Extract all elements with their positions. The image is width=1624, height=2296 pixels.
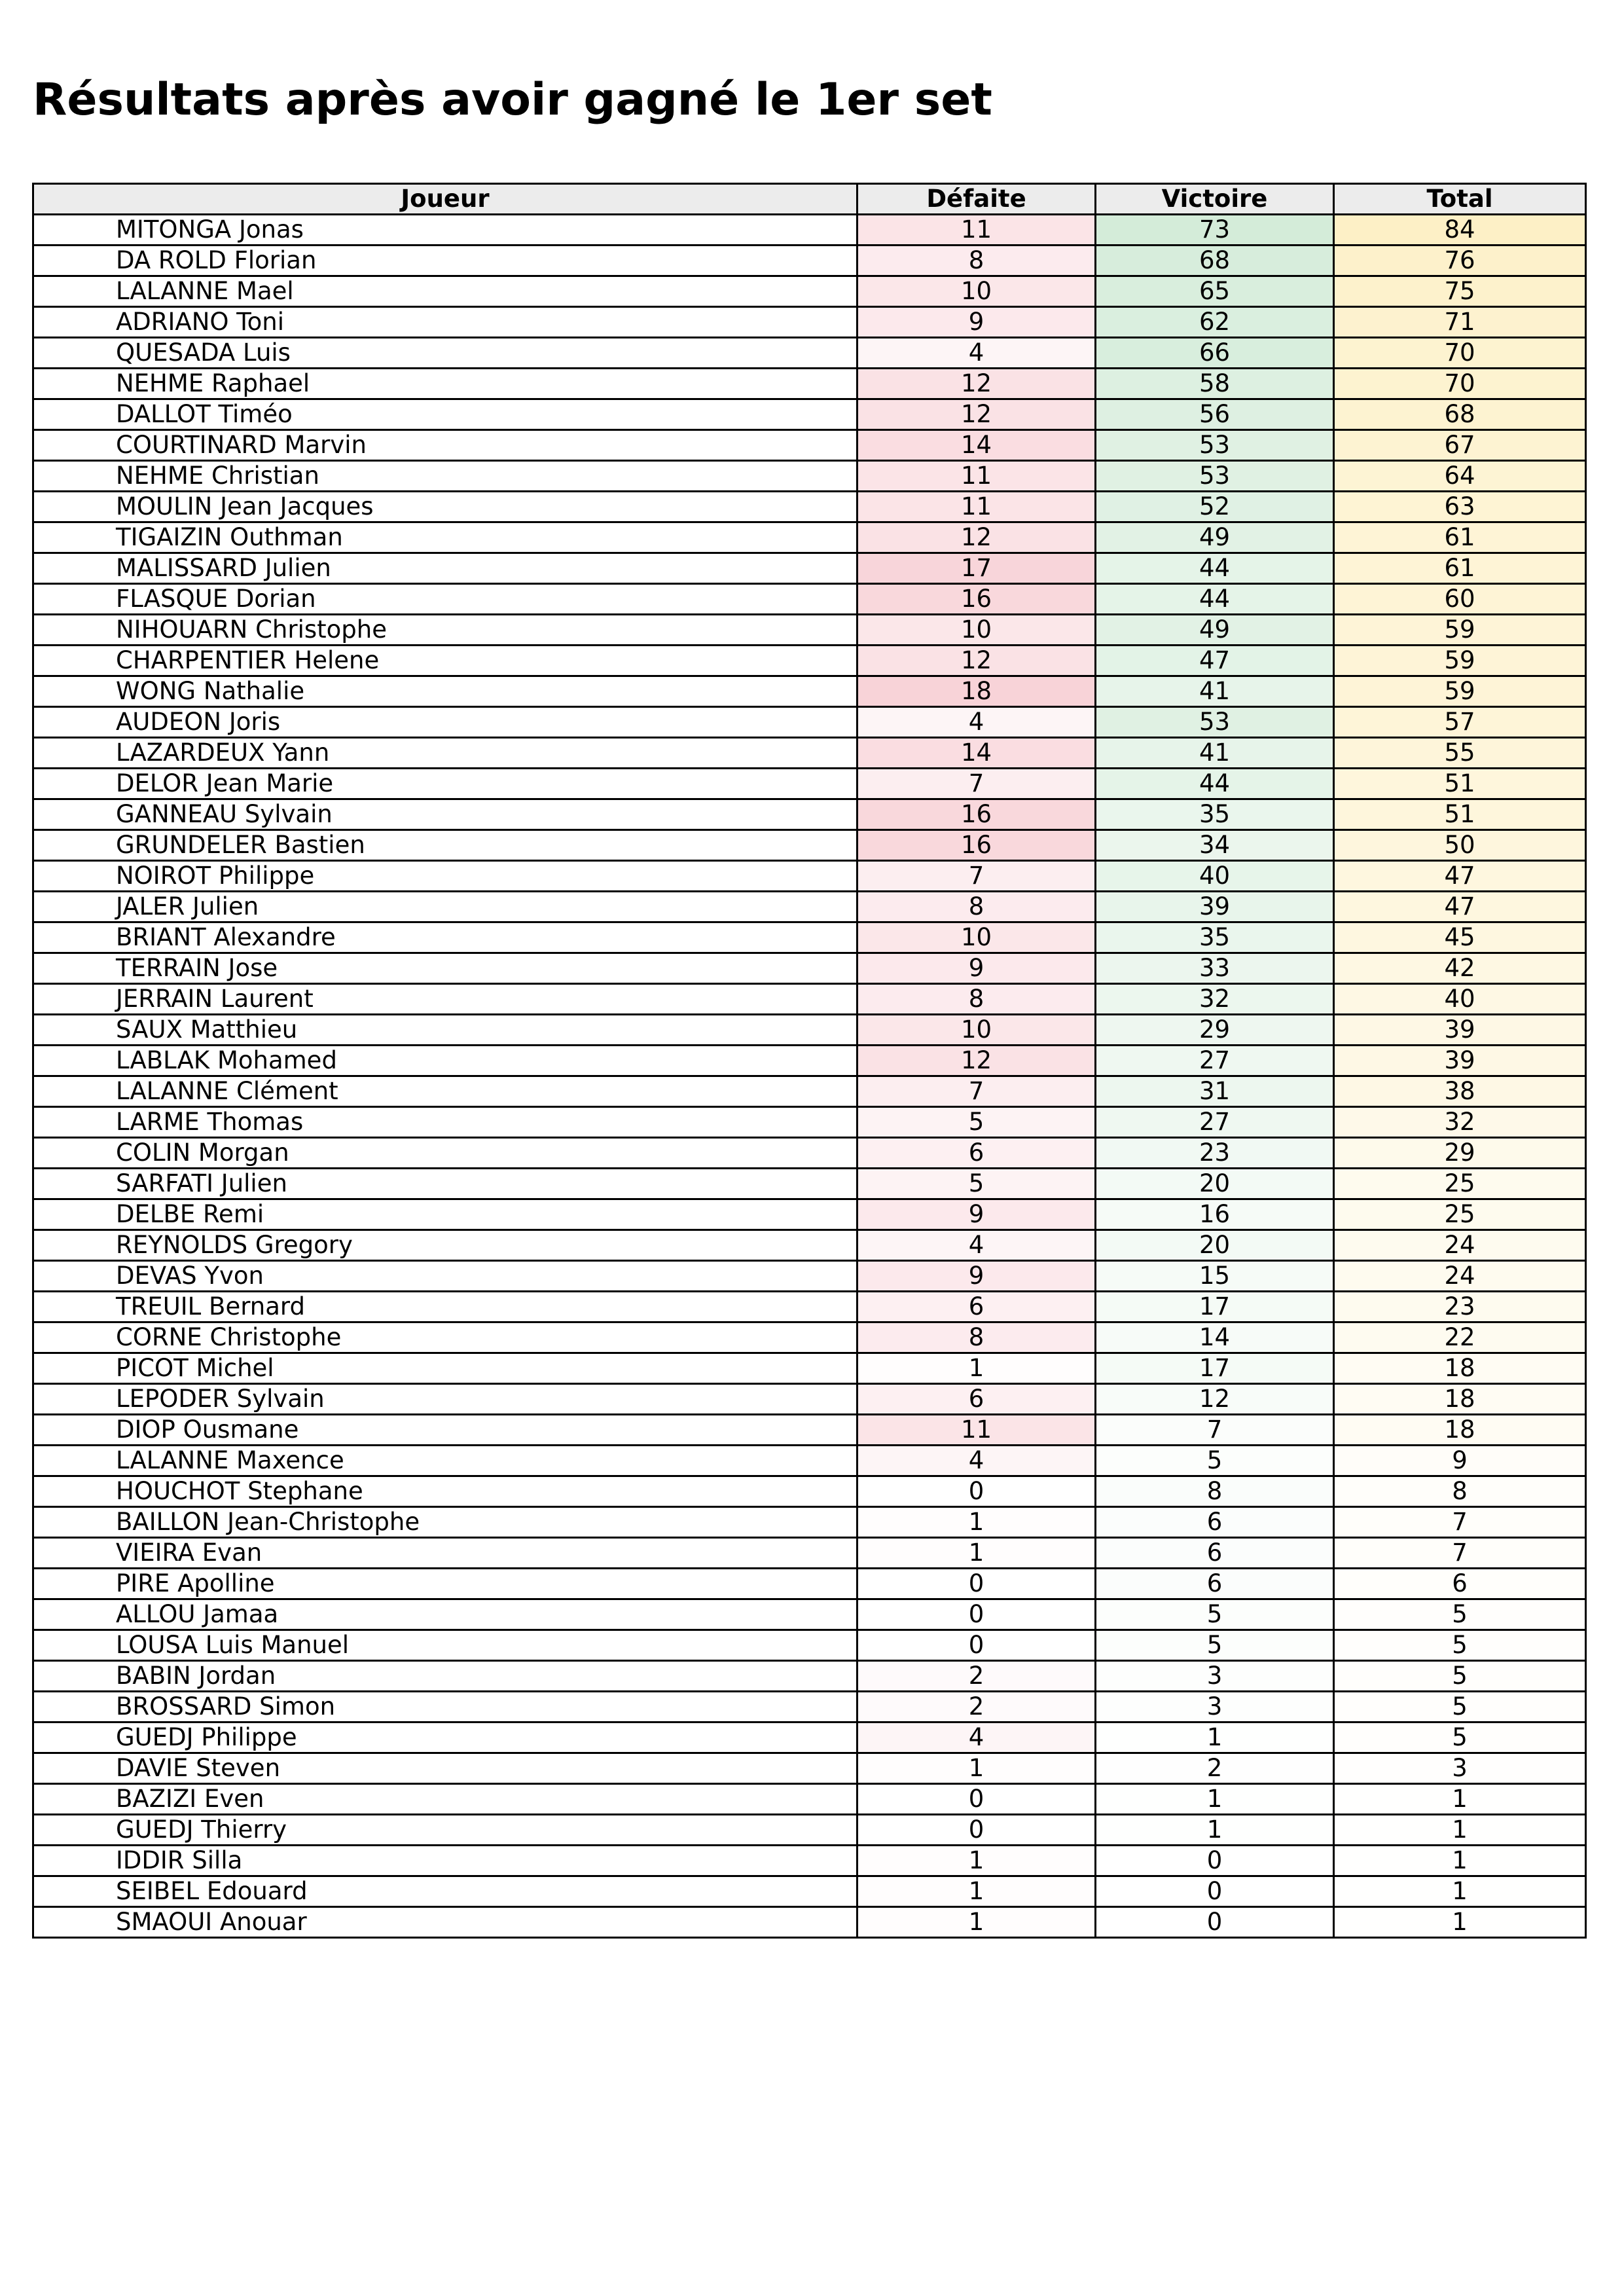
defaite-cell: 4 <box>857 707 1096 738</box>
player-name-cell: LAZARDEUX Yann <box>33 738 857 769</box>
total-cell: 22 <box>1334 1322 1586 1353</box>
player-name-cell: DELOR Jean Marie <box>33 769 857 799</box>
defaite-cell: 14 <box>857 738 1096 769</box>
table-row <box>33 307 1586 338</box>
defaite-cell: 0 <box>857 1599 1096 1630</box>
defaite-cell: 1 <box>857 1907 1096 1938</box>
defaite-cell: 0 <box>857 1815 1096 1846</box>
defaite-cell: 11 <box>857 492 1096 522</box>
total-cell: 24 <box>1334 1230 1586 1261</box>
table-row <box>33 1169 1586 1199</box>
defaite-cell: 12 <box>857 369 1096 399</box>
table-row <box>33 1630 1586 1661</box>
table-row <box>33 769 1586 799</box>
player-name-cell: LEPODER Sylvain <box>33 1384 857 1415</box>
defaite-cell: 7 <box>857 1076 1096 1107</box>
player-name-cell: ADRIANO Toni <box>33 307 857 338</box>
victoire-cell: 66 <box>1096 338 1334 369</box>
table-row <box>33 1138 1586 1169</box>
player-name-cell: NEHME Christian <box>33 461 857 492</box>
total-cell: 7 <box>1334 1538 1586 1569</box>
victoire-cell: 6 <box>1096 1538 1334 1569</box>
total-cell: 75 <box>1334 276 1586 307</box>
total-cell: 6 <box>1334 1569 1586 1599</box>
player-name-cell: GUEDJ Philippe <box>33 1722 857 1753</box>
defaite-cell: 8 <box>857 1322 1096 1353</box>
table-row <box>33 861 1586 892</box>
defaite-cell: 0 <box>857 1784 1096 1815</box>
total-cell: 64 <box>1334 461 1586 492</box>
defaite-cell: 9 <box>857 953 1096 984</box>
player-name-cell: SARFATI Julien <box>33 1169 857 1199</box>
total-cell: 3 <box>1334 1753 1586 1784</box>
defaite-cell: 12 <box>857 399 1096 430</box>
victoire-cell: 8 <box>1096 1476 1334 1507</box>
table-row <box>33 553 1586 584</box>
player-name-cell: DELBE Remi <box>33 1199 857 1230</box>
table-row <box>33 246 1586 276</box>
victoire-cell: 41 <box>1096 676 1334 707</box>
victoire-cell: 3 <box>1096 1661 1334 1692</box>
total-cell: 5 <box>1334 1661 1586 1692</box>
table-row <box>33 953 1586 984</box>
table-row <box>33 922 1586 953</box>
defaite-cell: 0 <box>857 1569 1096 1599</box>
total-cell: 47 <box>1334 861 1586 892</box>
defaite-cell: 0 <box>857 1630 1096 1661</box>
victoire-cell: 53 <box>1096 707 1334 738</box>
table-row <box>33 1322 1586 1353</box>
defaite-cell: 9 <box>857 1261 1096 1292</box>
player-name-cell: BAZIZI Even <box>33 1784 857 1815</box>
player-name-cell: TIGAIZIN Outhman <box>33 522 857 553</box>
victoire-cell: 15 <box>1096 1261 1334 1292</box>
defaite-cell: 11 <box>857 1415 1096 1446</box>
column-header-victoire: Victoire <box>1096 184 1334 215</box>
player-name-cell: JERRAIN Laurent <box>33 984 857 1015</box>
victoire-cell: 53 <box>1096 461 1334 492</box>
total-cell: 1 <box>1334 1846 1586 1876</box>
player-name-cell: BRIANT Alexandre <box>33 922 857 953</box>
victoire-cell: 20 <box>1096 1169 1334 1199</box>
player-name-cell: PICOT Michel <box>33 1353 857 1384</box>
defaite-cell: 7 <box>857 769 1096 799</box>
victoire-cell: 73 <box>1096 215 1334 246</box>
table-row <box>33 1569 1586 1599</box>
defaite-cell: 9 <box>857 1199 1096 1230</box>
victoire-cell: 20 <box>1096 1230 1334 1261</box>
total-cell: 50 <box>1334 830 1586 861</box>
results-table <box>32 183 1587 1939</box>
table-row <box>33 1507 1586 1538</box>
total-cell: 18 <box>1334 1415 1586 1446</box>
victoire-cell: 7 <box>1096 1415 1334 1446</box>
player-name-cell: DA ROLD Florian <box>33 246 857 276</box>
table-row <box>33 1076 1586 1107</box>
total-cell: 25 <box>1334 1169 1586 1199</box>
defaite-cell: 17 <box>857 553 1096 584</box>
victoire-cell: 1 <box>1096 1722 1334 1753</box>
total-cell: 59 <box>1334 646 1586 676</box>
defaite-cell: 1 <box>857 1876 1096 1907</box>
results-body <box>33 215 1586 1938</box>
defaite-cell: 16 <box>857 799 1096 830</box>
victoire-cell: 39 <box>1096 892 1334 922</box>
table-row <box>33 1476 1586 1507</box>
player-name-cell: MOULIN Jean Jacques <box>33 492 857 522</box>
table-row <box>33 707 1586 738</box>
player-name-cell: DEVAS Yvon <box>33 1261 857 1292</box>
defaite-cell: 10 <box>857 276 1096 307</box>
table-row <box>33 1107 1586 1138</box>
player-name-cell: LALANNE Maxence <box>33 1446 857 1476</box>
victoire-cell: 6 <box>1096 1507 1334 1538</box>
total-cell: 67 <box>1334 430 1586 461</box>
defaite-cell: 11 <box>857 215 1096 246</box>
defaite-cell: 8 <box>857 892 1096 922</box>
player-name-cell: GANNEAU Sylvain <box>33 799 857 830</box>
defaite-cell: 11 <box>857 461 1096 492</box>
victoire-cell: 44 <box>1096 769 1334 799</box>
defaite-cell: 8 <box>857 984 1096 1015</box>
total-cell: 40 <box>1334 984 1586 1015</box>
table-row <box>33 1230 1586 1261</box>
table-row <box>33 1692 1586 1722</box>
victoire-cell: 35 <box>1096 922 1334 953</box>
table-row <box>33 1538 1586 1569</box>
total-cell: 1 <box>1334 1784 1586 1815</box>
table-row <box>33 1261 1586 1292</box>
defaite-cell: 7 <box>857 861 1096 892</box>
defaite-cell: 16 <box>857 830 1096 861</box>
table-row <box>33 1661 1586 1692</box>
victoire-cell: 17 <box>1096 1292 1334 1322</box>
defaite-cell: 14 <box>857 430 1096 461</box>
total-cell: 68 <box>1334 399 1586 430</box>
table-row <box>33 892 1586 922</box>
victoire-cell: 58 <box>1096 369 1334 399</box>
defaite-cell: 5 <box>857 1107 1096 1138</box>
total-cell: 60 <box>1334 584 1586 615</box>
total-cell: 84 <box>1334 215 1586 246</box>
victoire-cell: 27 <box>1096 1046 1334 1076</box>
victoire-cell: 6 <box>1096 1569 1334 1599</box>
defaite-cell: 1 <box>857 1353 1096 1384</box>
total-cell: 51 <box>1334 769 1586 799</box>
table-row <box>33 1722 1586 1753</box>
player-name-cell: JALER Julien <box>33 892 857 922</box>
total-cell: 1 <box>1334 1907 1586 1938</box>
table-row <box>33 1199 1586 1230</box>
total-cell: 47 <box>1334 892 1586 922</box>
table-row <box>33 984 1586 1015</box>
victoire-cell: 1 <box>1096 1815 1334 1846</box>
player-name-cell: SAUX Matthieu <box>33 1015 857 1046</box>
victoire-cell: 5 <box>1096 1599 1334 1630</box>
defaite-cell: 1 <box>857 1753 1096 1784</box>
player-name-cell: IDDIR Silla <box>33 1846 857 1876</box>
defaite-cell: 6 <box>857 1292 1096 1322</box>
defaite-cell: 10 <box>857 1015 1096 1046</box>
player-name-cell: VIEIRA Evan <box>33 1538 857 1569</box>
defaite-cell: 10 <box>857 615 1096 646</box>
total-cell: 70 <box>1334 369 1586 399</box>
table-row <box>33 615 1586 646</box>
table-row <box>33 215 1586 246</box>
total-cell: 63 <box>1334 492 1586 522</box>
total-cell: 39 <box>1334 1046 1586 1076</box>
total-cell: 76 <box>1334 246 1586 276</box>
victoire-cell: 14 <box>1096 1322 1334 1353</box>
victoire-cell: 16 <box>1096 1199 1334 1230</box>
player-name-cell: LOUSA Luis Manuel <box>33 1630 857 1661</box>
header-row <box>33 184 1586 215</box>
victoire-cell: 53 <box>1096 430 1334 461</box>
total-cell: 45 <box>1334 922 1586 953</box>
player-name-cell: AUDEON Joris <box>33 707 857 738</box>
table-row <box>33 1876 1586 1907</box>
table-row <box>33 1292 1586 1322</box>
total-cell: 5 <box>1334 1630 1586 1661</box>
total-cell: 71 <box>1334 307 1586 338</box>
victoire-cell: 68 <box>1096 246 1334 276</box>
table-row <box>33 738 1586 769</box>
player-name-cell: LALANNE Clément <box>33 1076 857 1107</box>
player-name-cell: CHARPENTIER Helene <box>33 646 857 676</box>
table-row <box>33 1846 1586 1876</box>
defaite-cell: 1 <box>857 1507 1096 1538</box>
total-cell: 61 <box>1334 553 1586 584</box>
column-header-total: Total <box>1334 184 1586 215</box>
victoire-cell: 17 <box>1096 1353 1334 1384</box>
defaite-cell: 6 <box>857 1138 1096 1169</box>
player-name-cell: WONG Nathalie <box>33 676 857 707</box>
player-name-cell: DALLOT Timéo <box>33 399 857 430</box>
total-cell: 55 <box>1334 738 1586 769</box>
player-name-cell: BROSSARD Simon <box>33 1692 857 1722</box>
defaite-cell: 4 <box>857 1446 1096 1476</box>
player-name-cell: LALANNE Mael <box>33 276 857 307</box>
player-name-cell: LARME Thomas <box>33 1107 857 1138</box>
victoire-cell: 0 <box>1096 1907 1334 1938</box>
total-cell: 18 <box>1334 1353 1586 1384</box>
victoire-cell: 3 <box>1096 1692 1334 1722</box>
table-row <box>33 522 1586 553</box>
total-cell: 39 <box>1334 1015 1586 1046</box>
table-row <box>33 1784 1586 1815</box>
table-row <box>33 338 1586 369</box>
player-name-cell: BAILLON Jean-Christophe <box>33 1507 857 1538</box>
total-cell: 5 <box>1334 1692 1586 1722</box>
victoire-cell: 62 <box>1096 307 1334 338</box>
defaite-cell: 0 <box>857 1476 1096 1507</box>
total-cell: 70 <box>1334 338 1586 369</box>
table-row <box>33 1446 1586 1476</box>
player-name-cell: DIOP Ousmane <box>33 1415 857 1446</box>
player-name-cell: PIRE Apolline <box>33 1569 857 1599</box>
total-cell: 7 <box>1334 1507 1586 1538</box>
player-name-cell: CORNE Christophe <box>33 1322 857 1353</box>
column-header-player: Joueur <box>33 184 857 215</box>
victoire-cell: 2 <box>1096 1753 1334 1784</box>
total-cell: 5 <box>1334 1722 1586 1753</box>
total-cell: 1 <box>1334 1815 1586 1846</box>
total-cell: 38 <box>1334 1076 1586 1107</box>
victoire-cell: 34 <box>1096 830 1334 861</box>
defaite-cell: 5 <box>857 1169 1096 1199</box>
victoire-cell: 27 <box>1096 1107 1334 1138</box>
victoire-cell: 5 <box>1096 1446 1334 1476</box>
player-name-cell: COURTINARD Marvin <box>33 430 857 461</box>
victoire-cell: 47 <box>1096 646 1334 676</box>
table-row <box>33 1815 1586 1846</box>
player-name-cell: COLIN Morgan <box>33 1138 857 1169</box>
table-row <box>33 1415 1586 1446</box>
player-name-cell: MITONGA Jonas <box>33 215 857 246</box>
table-row <box>33 369 1586 399</box>
total-cell: 5 <box>1334 1599 1586 1630</box>
table-row <box>33 1753 1586 1784</box>
table-row <box>33 430 1586 461</box>
table-row <box>33 1384 1586 1415</box>
victoire-cell: 31 <box>1096 1076 1334 1107</box>
player-name-cell: FLASQUE Dorian <box>33 584 857 615</box>
defaite-cell: 1 <box>857 1538 1096 1569</box>
defaite-cell: 4 <box>857 1722 1096 1753</box>
player-name-cell: SMAOUI Anouar <box>33 1907 857 1938</box>
victoire-cell: 65 <box>1096 276 1334 307</box>
total-cell: 25 <box>1334 1199 1586 1230</box>
total-cell: 23 <box>1334 1292 1586 1322</box>
player-name-cell: QUESADA Luis <box>33 338 857 369</box>
defaite-cell: 18 <box>857 676 1096 707</box>
defaite-cell: 12 <box>857 522 1096 553</box>
victoire-cell: 5 <box>1096 1630 1334 1661</box>
player-name-cell: BABIN Jordan <box>33 1661 857 1692</box>
table-row <box>33 399 1586 430</box>
defaite-cell: 6 <box>857 1384 1096 1415</box>
victoire-cell: 41 <box>1096 738 1334 769</box>
defaite-cell: 4 <box>857 1230 1096 1261</box>
table-row <box>33 461 1586 492</box>
player-name-cell: NIHOUARN Christophe <box>33 615 857 646</box>
victoire-cell: 0 <box>1096 1876 1334 1907</box>
total-cell: 9 <box>1334 1446 1586 1476</box>
page-title: Résultats après avoir gagné le 1er set <box>33 74 992 126</box>
victoire-cell: 12 <box>1096 1384 1334 1415</box>
total-cell: 51 <box>1334 799 1586 830</box>
victoire-cell: 52 <box>1096 492 1334 522</box>
player-name-cell: LABLAK Mohamed <box>33 1046 857 1076</box>
player-name-cell: TERRAIN Jose <box>33 953 857 984</box>
victoire-cell: 44 <box>1096 553 1334 584</box>
total-cell: 59 <box>1334 676 1586 707</box>
player-name-cell: ALLOU Jamaa <box>33 1599 857 1630</box>
total-cell: 1 <box>1334 1876 1586 1907</box>
victoire-cell: 32 <box>1096 984 1334 1015</box>
victoire-cell: 35 <box>1096 799 1334 830</box>
defaite-cell: 2 <box>857 1661 1096 1692</box>
victoire-cell: 29 <box>1096 1015 1334 1046</box>
table-row <box>33 1353 1586 1384</box>
defaite-cell: 4 <box>857 338 1096 369</box>
player-name-cell: TREUIL Bernard <box>33 1292 857 1322</box>
victoire-cell: 0 <box>1096 1846 1334 1876</box>
victoire-cell: 33 <box>1096 953 1334 984</box>
player-name-cell: GUEDJ Thierry <box>33 1815 857 1846</box>
table-row <box>33 830 1586 861</box>
table-row <box>33 676 1586 707</box>
table-row <box>33 276 1586 307</box>
total-cell: 18 <box>1334 1384 1586 1415</box>
total-cell: 42 <box>1334 953 1586 984</box>
defaite-cell: 9 <box>857 307 1096 338</box>
player-name-cell: SEIBEL Edouard <box>33 1876 857 1907</box>
defaite-cell: 8 <box>857 246 1096 276</box>
defaite-cell: 10 <box>857 922 1096 953</box>
table-row <box>33 584 1586 615</box>
total-cell: 59 <box>1334 615 1586 646</box>
defaite-cell: 16 <box>857 584 1096 615</box>
victoire-cell: 1 <box>1096 1784 1334 1815</box>
table-row <box>33 1907 1586 1938</box>
player-name-cell: REYNOLDS Gregory <box>33 1230 857 1261</box>
player-name-cell: NOIROT Philippe <box>33 861 857 892</box>
table-row <box>33 1015 1586 1046</box>
total-cell: 24 <box>1334 1261 1586 1292</box>
defaite-cell: 1 <box>857 1846 1096 1876</box>
total-cell: 8 <box>1334 1476 1586 1507</box>
total-cell: 57 <box>1334 707 1586 738</box>
total-cell: 29 <box>1334 1138 1586 1169</box>
table-row <box>33 799 1586 830</box>
defaite-cell: 12 <box>857 1046 1096 1076</box>
player-name-cell: GRUNDELER Bastien <box>33 830 857 861</box>
victoire-cell: 23 <box>1096 1138 1334 1169</box>
player-name-cell: MALISSARD Julien <box>33 553 857 584</box>
victoire-cell: 49 <box>1096 615 1334 646</box>
defaite-cell: 12 <box>857 646 1096 676</box>
table-row <box>33 646 1586 676</box>
player-name-cell: HOUCHOT Stephane <box>33 1476 857 1507</box>
player-name-cell: DAVIE Steven <box>33 1753 857 1784</box>
victoire-cell: 49 <box>1096 522 1334 553</box>
table-row <box>33 492 1586 522</box>
victoire-cell: 44 <box>1096 584 1334 615</box>
table-row <box>33 1046 1586 1076</box>
defaite-cell: 2 <box>857 1692 1096 1722</box>
total-cell: 61 <box>1334 522 1586 553</box>
player-name-cell: NEHME Raphael <box>33 369 857 399</box>
total-cell: 32 <box>1334 1107 1586 1138</box>
column-header-defaite: Défaite <box>857 184 1096 215</box>
victoire-cell: 40 <box>1096 861 1334 892</box>
victoire-cell: 56 <box>1096 399 1334 430</box>
table-row <box>33 1599 1586 1630</box>
